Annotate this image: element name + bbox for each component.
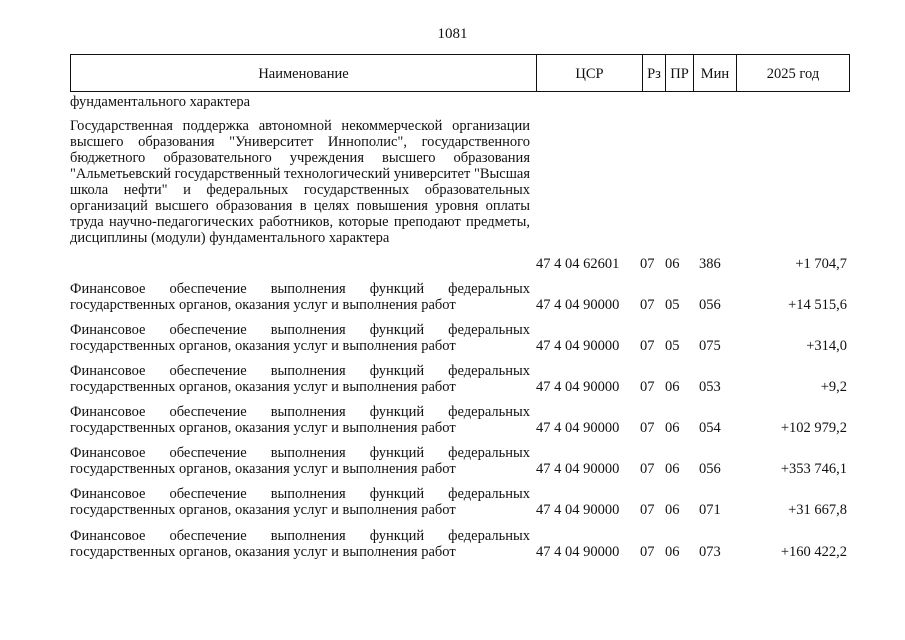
row-name: Финансовое обеспечение выполнения функций федеральных государственных органов, оказания услуг и выполнения работ [70, 404, 530, 436]
row-csr: 47 4 04 90000 [536, 338, 620, 354]
row-min: 053 [699, 379, 721, 395]
row-amount: +14 515,6 [788, 297, 847, 313]
row-pr: 06 [665, 502, 680, 518]
row-csr: 47 4 04 90000 [536, 461, 620, 477]
row-name: Финансовое обеспечение выполнения функций федеральных государственных органов, оказания услуг и выполнения работ [70, 363, 530, 395]
row-rz: 07 [640, 256, 655, 272]
row-name: Финансовое обеспечение выполнения функций федеральных государственных органов, оказания услуг и выполнения работ [70, 528, 530, 560]
row-name: Финансовое обеспечение выполнения функций федеральных государственных органов, оказания услуг и выполнения работ [70, 322, 530, 354]
row-name: Финансовое обеспечение выполнения функций федеральных государственных органов, оказания услуг и выполнения работ [70, 486, 530, 518]
row-rz: 07 [640, 420, 655, 436]
row-rz: 07 [640, 544, 655, 560]
row-amount: +102 979,2 [780, 420, 847, 436]
header-rz: Рз [643, 55, 666, 91]
row-min: 386 [699, 256, 721, 272]
row-rz: 07 [640, 338, 655, 354]
row-rz: 07 [640, 379, 655, 395]
header-year: 2025 год [766, 66, 820, 82]
header-bottom-rule [70, 91, 850, 92]
row-rz: 07 [640, 502, 655, 518]
row-csr: 47 4 04 90000 [536, 544, 620, 560]
row-amount: +31 667,8 [788, 502, 847, 518]
row-csr: 47 4 04 90000 [536, 379, 620, 395]
row-min: 075 [699, 338, 721, 354]
row-pr: 06 [665, 461, 680, 477]
row-pr: 05 [665, 297, 680, 313]
row-pr: 06 [665, 256, 680, 272]
row-csr: 47 4 04 90000 [536, 297, 620, 313]
page-number: 1081 [437, 26, 468, 42]
row-rz: 07 [640, 297, 655, 313]
row-pr: 06 [665, 379, 680, 395]
row-min: 056 [699, 297, 721, 313]
row-amount: +9,2 [820, 379, 847, 395]
row-amount: +1 704,7 [795, 256, 847, 272]
header-min: Мин [694, 55, 737, 91]
row-min: 073 [699, 544, 721, 560]
row-pr: 06 [665, 420, 680, 436]
row-csr: 47 4 04 62601 [536, 256, 620, 272]
row-name: Финансовое обеспечение выполнения функций федеральных государственных органов, оказания услуг и выполнения работ [70, 445, 530, 477]
continuation-text: фундаментального характера [70, 94, 251, 110]
header-name: Наименование [71, 55, 537, 91]
row-min: 071 [699, 502, 721, 518]
row-pr: 06 [665, 544, 680, 560]
row-rz: 07 [640, 461, 655, 477]
header-csr: ЦСР [537, 55, 643, 91]
row-csr: 47 4 04 90000 [536, 502, 620, 518]
header-pr: ПР [666, 55, 694, 91]
row-min: 054 [699, 420, 721, 436]
row-pr: 05 [665, 338, 680, 354]
table-header [70, 54, 850, 91]
row-csr: 47 4 04 90000 [536, 420, 620, 436]
row-name: Государственная поддержка автономной некоммерческой организации высшего образования "Университет Иннополис", государственного бюджетного образовательного учреждения высшего образования "Альметьевский государственный технологический университет "Высшая школа нефти" и федеральных государственных образовательных организаций высшего образования в целях повышения уровня оплаты труда научно-педагогических работников, которые преподают предметы, дисциплины (модули) фундаментального характера [70, 118, 530, 246]
row-min: 056 [699, 461, 721, 477]
row-amount: +353 746,1 [780, 461, 847, 477]
row-amount: +314,0 [806, 338, 847, 354]
row-amount: +160 422,2 [780, 544, 847, 560]
row-name: Финансовое обеспечение выполнения функций федеральных государственных органов, оказания услуг и выполнения работ [70, 281, 530, 313]
